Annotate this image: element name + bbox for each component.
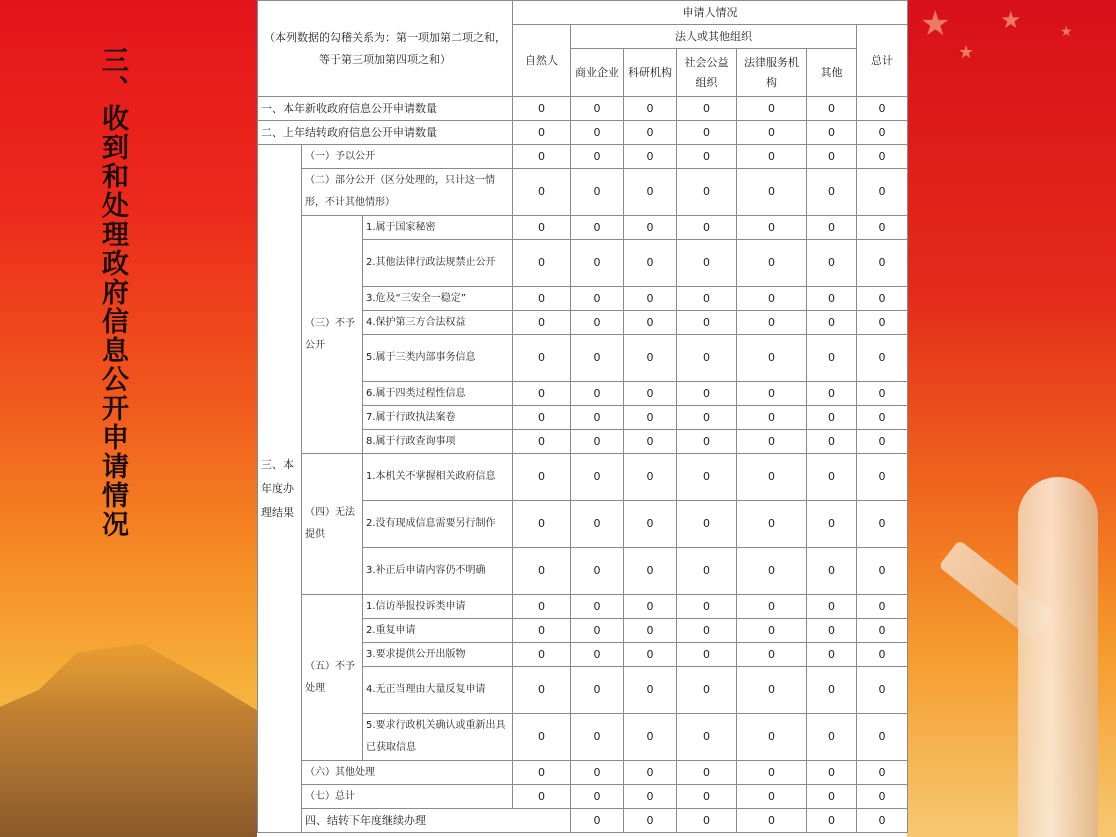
cell-value: 0 (857, 809, 908, 833)
table-row (258, 595, 908, 619)
table-row (258, 216, 908, 240)
row-label: 5.属于三类内部事务信息 (363, 335, 513, 382)
cell-value: 0 (571, 643, 624, 667)
cell-value: 0 (571, 809, 624, 833)
cell-value: 0 (737, 430, 807, 454)
cell-value: 0 (807, 643, 857, 667)
cell-value: 0 (737, 287, 807, 311)
header-legal-service: 法律服务机构 (737, 49, 807, 97)
row-label: 2.没有现成信息需要另行制作 (363, 501, 513, 548)
cell-value: 0 (513, 382, 571, 406)
cell-value: 0 (571, 454, 624, 501)
cell-value: 0 (857, 454, 908, 501)
cell-value: 0 (624, 406, 677, 430)
header-applicant: 申请人情况 (513, 1, 908, 25)
header-total: 总计 (857, 25, 908, 97)
cell-value: 0 (807, 595, 857, 619)
cell-value: 0 (677, 595, 737, 619)
cell-value: 0 (624, 335, 677, 382)
cell-value: 0 (624, 382, 677, 406)
cell-value: 0 (513, 145, 571, 169)
cell-value: 0 (513, 97, 571, 121)
cell-value: 0 (857, 240, 908, 287)
row-label: 3.要求提供公开出版物 (363, 643, 513, 667)
cell-value: 0 (624, 667, 677, 714)
cell-value: 0 (807, 240, 857, 287)
star-icon: ★ (920, 4, 951, 44)
cell-value: 0 (807, 714, 857, 761)
table-row (258, 785, 908, 809)
cell-value: 0 (807, 382, 857, 406)
row-label: 1.属于国家秘密 (363, 216, 513, 240)
cell-value: 0 (513, 667, 571, 714)
cell-value: 0 (677, 454, 737, 501)
cell-value: 0 (571, 97, 624, 121)
cell-value: 0 (737, 809, 807, 833)
cell-value: 0 (571, 121, 624, 145)
row-label: （一）予以公开 (302, 145, 513, 169)
cell-value: 0 (857, 145, 908, 169)
cell-value: 0 (571, 145, 624, 169)
cell-value: 0 (677, 714, 737, 761)
cell-value: 0 (677, 619, 737, 643)
row-label: 1.信访举报投诉类申请 (363, 595, 513, 619)
cell-value: 0 (624, 97, 677, 121)
table-row (258, 121, 908, 145)
row-label: 2.其他法律行政法规禁止公开 (363, 240, 513, 287)
cell-value: 0 (513, 216, 571, 240)
cell-value: 0 (513, 406, 571, 430)
cell-value: 0 (737, 548, 807, 595)
cell-value: 0 (677, 240, 737, 287)
cell-value: 0 (677, 97, 737, 121)
cell-value: 0 (571, 761, 624, 785)
cell-value: 0 (737, 216, 807, 240)
cell-value: 0 (857, 595, 908, 619)
table-row (258, 809, 908, 833)
cell-value: 0 (807, 454, 857, 501)
cell-value: 0 (807, 785, 857, 809)
row-label: 2.重复申请 (363, 619, 513, 643)
cell-value: 0 (624, 785, 677, 809)
cell-value: 0 (857, 714, 908, 761)
cell-value: 0 (857, 335, 908, 382)
table-row (258, 454, 908, 501)
cell-value: 0 (857, 97, 908, 121)
cell-value: 0 (807, 667, 857, 714)
cell-value: 0 (571, 287, 624, 311)
cell-value: 0 (737, 97, 807, 121)
row-label: 5.要求行政机关确认或重新出具已获取信息 (363, 714, 513, 761)
cell-value: 0 (513, 454, 571, 501)
row-label: 3.危及“三安全一稳定” (363, 287, 513, 311)
table-row (258, 97, 908, 121)
cell-value: 0 (737, 406, 807, 430)
cell-value: 0 (513, 501, 571, 548)
cell-value: 0 (857, 643, 908, 667)
cell-value: 0 (857, 761, 908, 785)
cell-value: 0 (737, 382, 807, 406)
cell-value: 0 (571, 619, 624, 643)
cell-value: 0 (857, 382, 908, 406)
cell-value: 0 (857, 619, 908, 643)
cell-value: 0 (571, 548, 624, 595)
cell-value: 0 (571, 714, 624, 761)
table-row (258, 761, 908, 785)
cell-value: 0 (513, 335, 571, 382)
cell-value: 0 (571, 406, 624, 430)
cell-value: 0 (624, 595, 677, 619)
cell-value: 0 (624, 714, 677, 761)
cell-value: 0 (677, 121, 737, 145)
cell-value: 0 (857, 667, 908, 714)
cell-value: 0 (677, 667, 737, 714)
cell-value: 0 (737, 454, 807, 501)
cell-value: 0 (624, 169, 677, 216)
cell-value: 0 (857, 406, 908, 430)
row-subgroup-label: （三）不予公开 (302, 216, 363, 454)
cell-value: 0 (513, 595, 571, 619)
cell-value: 0 (513, 761, 571, 785)
header-public-welfare: 社会公益组织 (677, 49, 737, 97)
cell-value: 0 (857, 785, 908, 809)
cell-value: 0 (677, 335, 737, 382)
cell-value: 0 (737, 714, 807, 761)
row-group-label: 三、本年度办理结果 (258, 145, 302, 833)
cell-value: 0 (624, 287, 677, 311)
table-row (258, 169, 908, 216)
cell-value: 0 (737, 501, 807, 548)
row-label: 3.补正后申请内容仍不明确 (363, 548, 513, 595)
star-icon: ★ (1000, 6, 1022, 34)
header-other: 其他 (807, 49, 857, 97)
cell-value: 0 (737, 667, 807, 714)
cell-value: 0 (807, 809, 857, 833)
statistics-table-sheet (257, 0, 907, 837)
huabiao-pillar-decoration (1018, 477, 1098, 837)
row-label: 6.属于四类过程性信息 (363, 382, 513, 406)
cell-value: 0 (857, 501, 908, 548)
cell-value: 0 (677, 287, 737, 311)
cell-value: 0 (807, 97, 857, 121)
cell-value: 0 (513, 714, 571, 761)
row-label: 1.本机关不掌握相关政府信息 (363, 454, 513, 501)
cell-value: 0 (624, 501, 677, 548)
cell-value: 0 (677, 548, 737, 595)
cell-value: 0 (807, 145, 857, 169)
cell-value: 0 (807, 548, 857, 595)
cell-value: 0 (571, 595, 624, 619)
cell-value: 0 (624, 145, 677, 169)
cell-value: 0 (624, 643, 677, 667)
cell-value: 0 (624, 311, 677, 335)
cell-value: 0 (513, 430, 571, 454)
great-wall-decoration (0, 627, 258, 837)
cell-value: 0 (513, 311, 571, 335)
cell-value: 0 (737, 761, 807, 785)
cell-value: 0 (857, 287, 908, 311)
cell-value: 0 (624, 240, 677, 287)
cell-value: 0 (513, 785, 571, 809)
star-icon: ★ (958, 42, 975, 63)
header-legal-group: 法人或其他组织 (571, 25, 857, 49)
cell-value: 0 (571, 382, 624, 406)
cell-value: 0 (571, 430, 624, 454)
cell-value: 0 (513, 169, 571, 216)
cell-value: 0 (807, 761, 857, 785)
cell-value: 0 (677, 501, 737, 548)
cell-value: 0 (624, 121, 677, 145)
cell-value: 0 (513, 619, 571, 643)
row-label: （六）其他处理 (302, 761, 513, 785)
cell-value: 0 (513, 548, 571, 595)
cell-value: 0 (571, 335, 624, 382)
row-label: 一、本年新收政府信息公开申请数量 (258, 97, 513, 121)
cell-value: 0 (807, 311, 857, 335)
cell-value: 0 (807, 619, 857, 643)
cell-value: 0 (571, 169, 624, 216)
star-icon: ★ (1060, 24, 1073, 40)
cell-value: 0 (513, 121, 571, 145)
cell-value: 0 (677, 761, 737, 785)
cell-value: 0 (807, 287, 857, 311)
cell-value: 0 (737, 311, 807, 335)
row-label: 四、结转下年度继续办理 (302, 809, 571, 833)
cell-value: 0 (571, 216, 624, 240)
application-statistics-table (257, 0, 908, 833)
cell-value: 0 (857, 216, 908, 240)
cell-value: 0 (807, 121, 857, 145)
cell-value: 0 (513, 287, 571, 311)
cell-value: 0 (677, 311, 737, 335)
table-row (258, 145, 908, 169)
cell-value: 0 (807, 169, 857, 216)
cell-value: 0 (677, 785, 737, 809)
row-subgroup-label: （四）无法提供 (302, 454, 363, 595)
row-label: 7.属于行政执法案卷 (363, 406, 513, 430)
cell-value: 0 (624, 548, 677, 595)
row-subgroup-label: （五）不予处理 (302, 595, 363, 761)
row-label: （七）总计 (302, 785, 513, 809)
cell-value: 0 (513, 240, 571, 287)
cell-value: 0 (677, 430, 737, 454)
cell-value: 0 (624, 761, 677, 785)
cell-value: 0 (624, 454, 677, 501)
cell-value: 0 (857, 169, 908, 216)
cell-value: 0 (807, 406, 857, 430)
cell-value: 0 (737, 240, 807, 287)
header-natural-person: 自然人 (513, 25, 571, 97)
cell-value: 0 (624, 809, 677, 833)
cell-value: 0 (571, 667, 624, 714)
cell-value: 0 (677, 406, 737, 430)
cell-value: 0 (677, 809, 737, 833)
cell-value: 0 (624, 216, 677, 240)
row-label: 4.保护第三方合法权益 (363, 311, 513, 335)
header-research: 科研机构 (624, 49, 677, 97)
cell-value: 0 (571, 785, 624, 809)
header-business: 商业企业 (571, 49, 624, 97)
cell-value: 0 (737, 145, 807, 169)
cell-value: 0 (807, 216, 857, 240)
cell-value: 0 (677, 169, 737, 216)
slide-title: 三、收到和处理政府信息公开申请情况 (97, 46, 128, 539)
cell-value: 0 (857, 311, 908, 335)
cell-value: 0 (807, 430, 857, 454)
cell-value: 0 (571, 240, 624, 287)
cell-value: 0 (737, 335, 807, 382)
row-label: 8.属于行政查询事项 (363, 430, 513, 454)
cell-value: 0 (737, 595, 807, 619)
cell-value: 0 (677, 382, 737, 406)
cell-value: 0 (737, 619, 807, 643)
cell-value: 0 (571, 501, 624, 548)
cell-value: 0 (677, 643, 737, 667)
cell-value: 0 (737, 785, 807, 809)
cell-value: 0 (857, 121, 908, 145)
row-label: 4.无正当理由大量反复申请 (363, 667, 513, 714)
cell-value: 0 (624, 619, 677, 643)
cell-value: 0 (737, 121, 807, 145)
cell-value: 0 (677, 145, 737, 169)
cell-value: 0 (857, 548, 908, 595)
row-label: 二、上年结转政府信息公开申请数量 (258, 121, 513, 145)
cell-value: 0 (677, 216, 737, 240)
cell-value: 0 (624, 430, 677, 454)
cell-value: 0 (737, 169, 807, 216)
cell-value: 0 (807, 501, 857, 548)
cell-value: 0 (737, 643, 807, 667)
row-label: （二）部分公开（区分处理的，只计这一情形，不计其他情形） (302, 169, 513, 216)
cell-value: 0 (807, 335, 857, 382)
cell-value: 0 (857, 430, 908, 454)
cell-value: 0 (571, 311, 624, 335)
cell-value: 0 (513, 643, 571, 667)
table-header-note: （本列数据的勾稽关系为：第一项加第二项之和，等于第三项加第四项之和） (258, 1, 513, 97)
